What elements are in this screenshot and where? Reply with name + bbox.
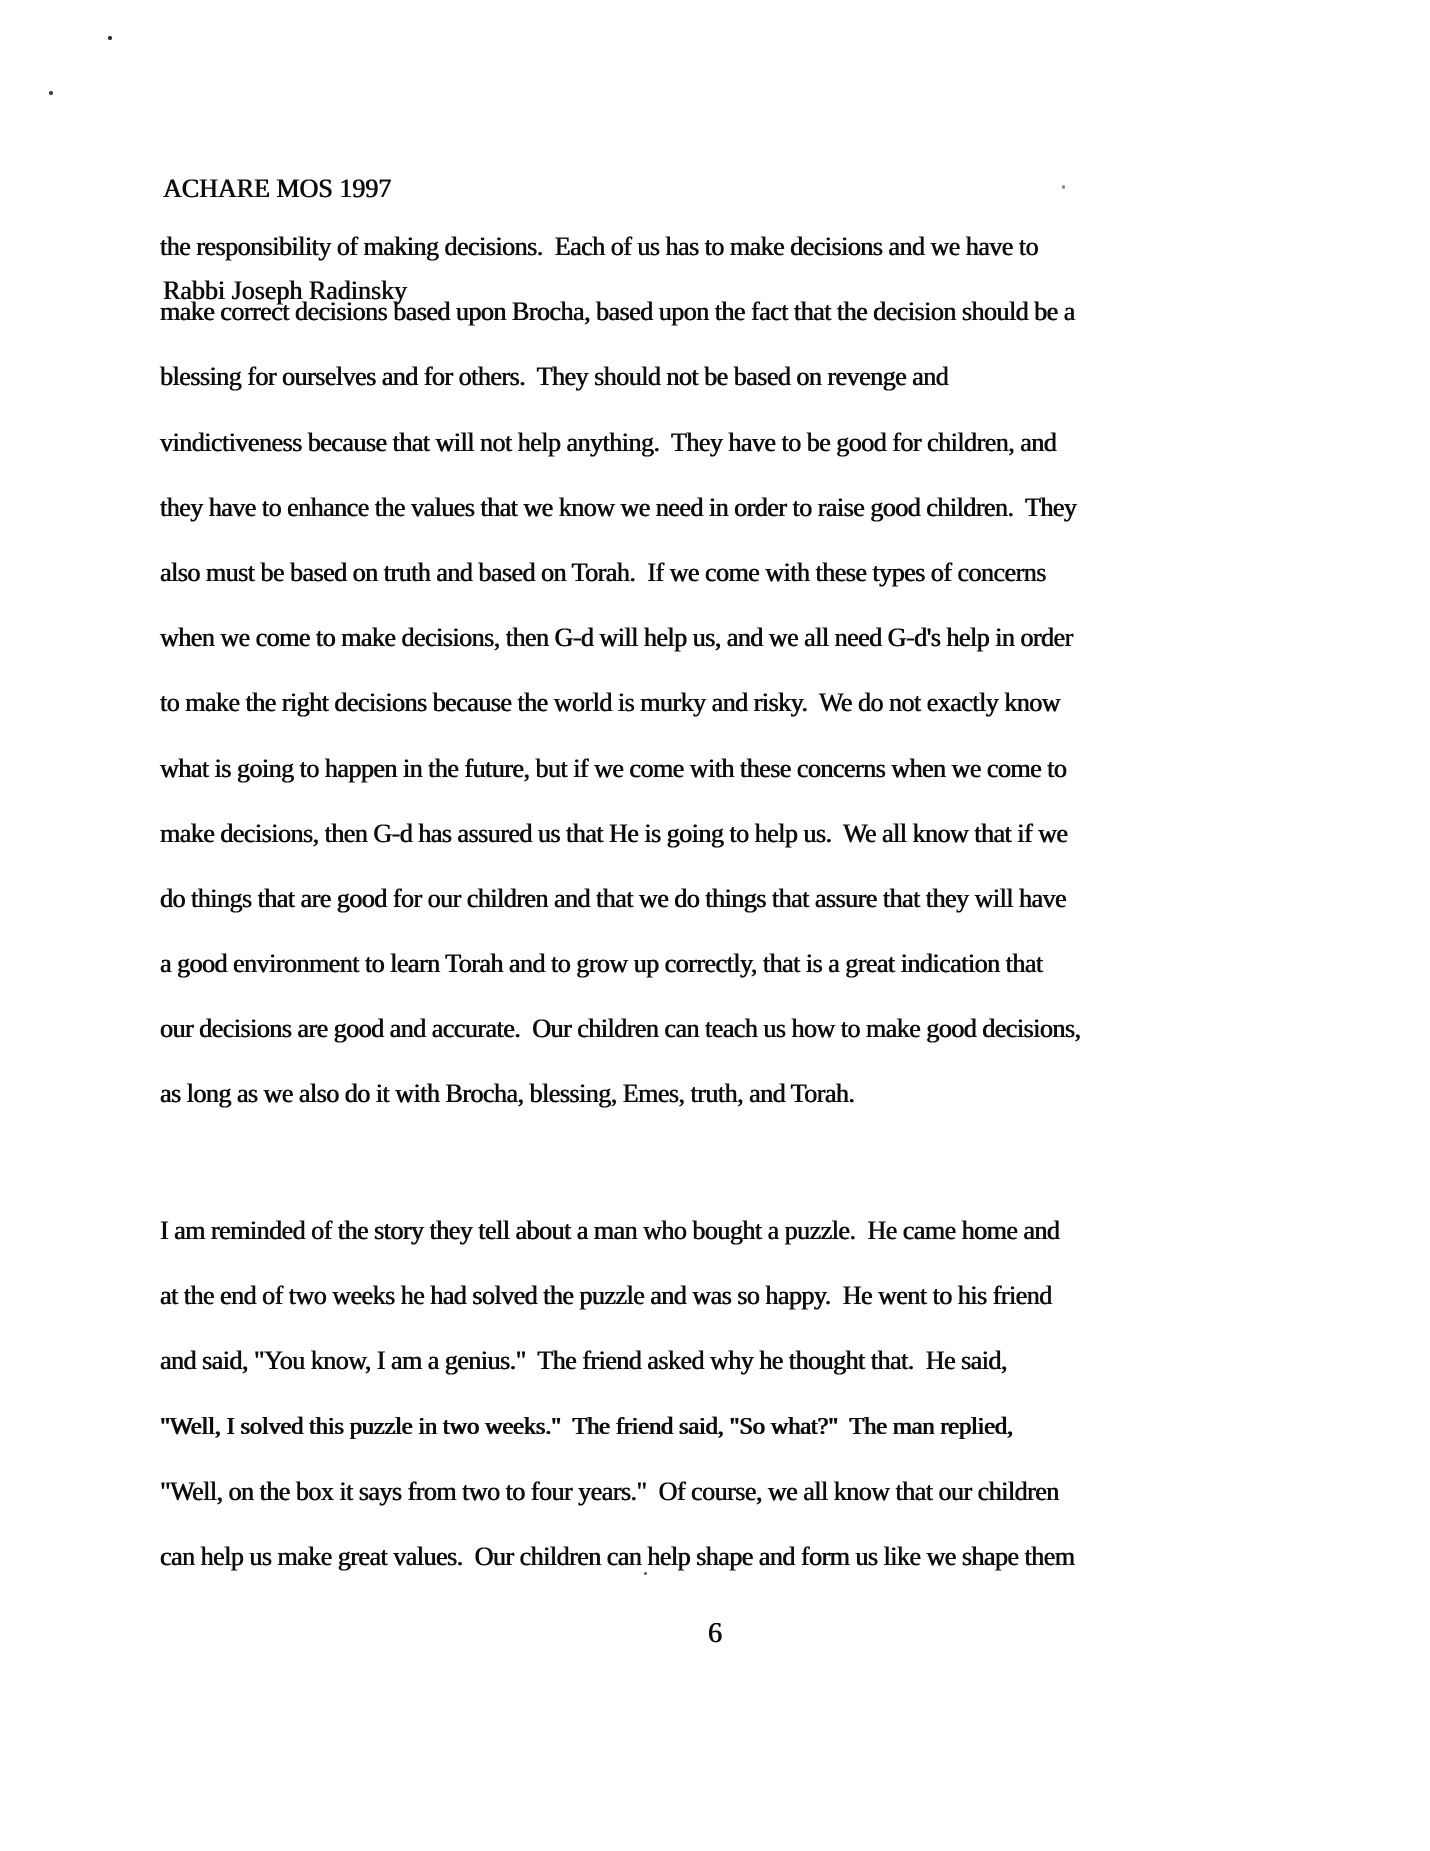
text-line: our decisions are good and accurate. Our children can teach us how to make good decisions, <box>160 1014 1081 1044</box>
text-line: "Well, on the box it says from two to four years." Of course, we all know that our children <box>160 1476 1059 1506</box>
page-number: 6 <box>708 1618 722 1649</box>
text-line: do things that are good for our children and that we do things that assure that they will have <box>160 883 1067 913</box>
text-line: the responsibility of making decisions. Each of us has to make decisions and we have to <box>160 232 1039 261</box>
text-line: when we come to make decisions, then G-d will help us, and we all need G-d's help in order <box>160 623 1073 653</box>
text-line: I am reminded of the story they tell about a man who bought a puzzle. He came home and <box>160 1216 1060 1245</box>
document-title: ACHARE MOS 1997 <box>163 174 392 203</box>
text-line: at the end of two weeks he had solved the puzzle and was so happy. He went to his friend <box>160 1281 1052 1311</box>
text-line: vindictiveness because that will not help anything. They have to be good for children, and <box>160 427 1057 457</box>
text-line: make decisions, then G-d has assured us that He is going to help us. We all know that if we <box>160 818 1068 848</box>
text-line: a good environment to learn Torah and to grow up correctly, that is a great indication that <box>160 949 1043 979</box>
document-author: Rabbi Joseph Radinsky <box>163 276 408 305</box>
text-line: blessing for ourselves and for others. They should not be based on revenge and <box>160 362 949 392</box>
text-line: to make the right decisions because the world is murky and risky. We do not exactly know <box>160 688 1061 718</box>
paragraph-2 <box>160 1198 1340 1589</box>
scan-artifact-dot <box>1062 185 1065 189</box>
text-line: "Well, I solved this puzzle in two weeks." The friend said, "So what?" The man replied, <box>160 1412 1013 1440</box>
scan-artifact-dot <box>49 91 53 95</box>
text-line: they have to enhance the values that we know we need in order to raise good children. They <box>160 492 1077 522</box>
scan-artifact-dot <box>108 36 112 40</box>
scan-artifact-dot <box>644 1572 647 1575</box>
text-line: also must be based on truth and based on Torah. If we come with these types of concerns <box>160 557 1046 587</box>
paragraph-1 <box>160 214 1340 1127</box>
text-line: make correct decisions based upon Brocha, based upon the fact that the decision should be a <box>160 297 1075 327</box>
text-line: as long as we also do it with Brocha, blessing, Emes, truth, and Torah. <box>160 1079 855 1109</box>
text-line: can help us make great values. Our children can help shape and form us like we shape them <box>160 1541 1075 1571</box>
text-line: what is going to happen in the future, but if we come with these concerns when we come to <box>160 753 1067 783</box>
text-line: and said, "You know, I am a genius." The friend asked why he thought that. He said, <box>160 1346 1007 1376</box>
